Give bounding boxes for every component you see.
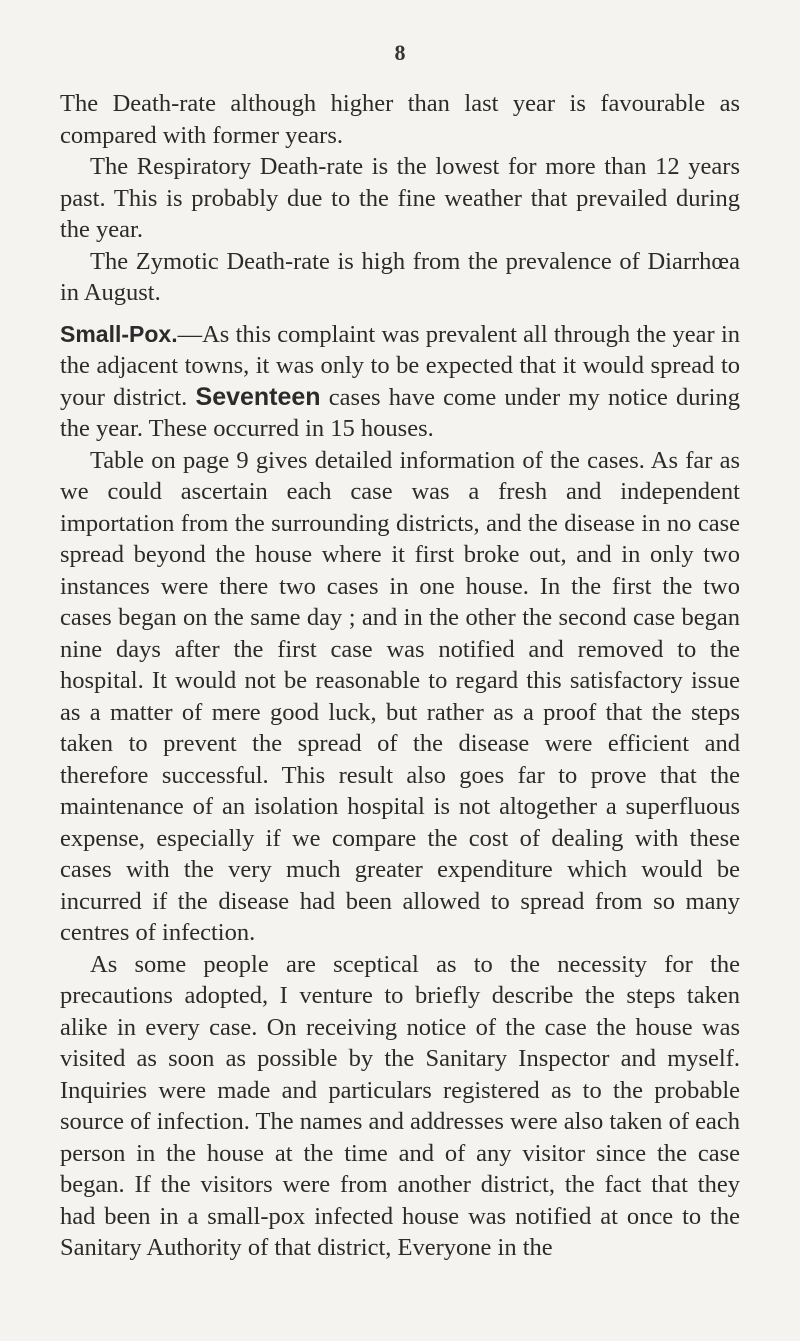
paragraph-zymotic-death-rate: The Zymotic Death-rate is high from the prevalence of Diarrhœa in August. (60, 247, 740, 306)
page-number: 8 (394, 40, 406, 65)
section-heading-small-pox: Small-Pox. (60, 320, 178, 347)
seventeen-emphasis: Seventeen (195, 382, 321, 411)
paragraph-precautions: As some people are sceptical as to the necessity for the precautions adopted, I venture to briefly describe the steps taken alike in every case. On receiving notice of the case the house was visited as soon as possible by the Sanitary Inspector and myself. Inquiries were made and particulars registered as to the probable source of infection. The names and addresses were also taken of each person in the house at the time and of any visitor since the case began. If the visitors were from another district, the fact that they had been in a small-pox infected house was notified at once to the Sanitary Authority of that district, Everyone in the (60, 950, 740, 1261)
small-pox-text-b: cases have come under my notice during the year. These occurred in 15 houses. (60, 383, 740, 442)
paragraph-respiratory-death-rate: The Respiratory Death-rate is the lowest for more than 12 years past. This is probably due to the fine weather that prevailed during the year. (60, 153, 740, 243)
paragraph-small-pox (60, 319, 740, 445)
paragraph-table-cases: Table on page 9 gives detailed information of the cases. As far as we could ascertain each case was a fresh and independent importation from the surrounding districts, and the disease in no case spread beyond the house where it first broke out, and in only two instances were there two cases in one house. In the first the two cases began on the same day ; and in the other the second case began nine days after the first case was notified and removed to the hospital. It would not be reasonable to regard this satisfactory issue as a matter of mere good luck, but rather as a proof that the steps taken to prevent the spread of the disease were efficient and therefore successful. This result also goes far to prove that the maintenance of an isolation hospital is not altogether a superfluous expense, especially if we compare the cost of dealing with these cases with the very much greater expenditure which would be incurred if the disease had been allowed to spread from so many centres of infection. (60, 446, 740, 946)
paragraph-death-rate: The Death-rate although higher than last year is favourable as compared with former years. (60, 90, 740, 149)
small-pox-text-a: —As this complaint was prevalent all through the year in the adjacent towns, it was only to be expected that it would spread to your district. (60, 320, 740, 411)
body-text (60, 88, 740, 1264)
